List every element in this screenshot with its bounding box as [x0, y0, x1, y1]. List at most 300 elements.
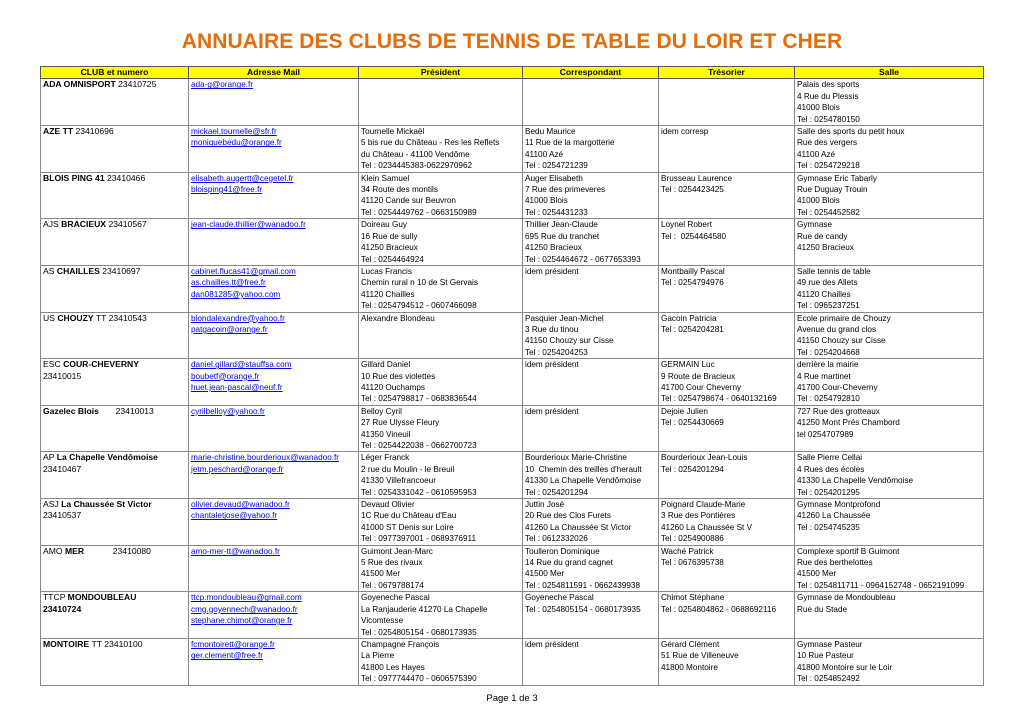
email-link[interactable]: huet.jean-pascal@neuf.fr — [191, 382, 283, 392]
club-name-cell — [41, 126, 189, 173]
salle-line: 41250 Bracieux — [797, 243, 854, 253]
correspondant-line: 20 Rue des Clos Furets — [525, 511, 612, 521]
email-cell — [189, 638, 359, 685]
correspondant-cell — [523, 359, 659, 406]
salle-line: derrière la mairie — [797, 360, 859, 370]
club-name-cell — [41, 405, 189, 452]
salle-line: Salle des sports du petit houx — [797, 127, 905, 137]
email-link[interactable]: amo-mer-tt@wanadoo.fr — [191, 546, 280, 556]
club-name-part: MER — [64, 545, 85, 556]
president-line: 10 Rue des violettes — [361, 371, 436, 381]
president-line: Devaud Olivier — [361, 500, 415, 510]
table-row — [41, 79, 984, 126]
salle-line: 41250 Mont Prés Chambord — [797, 418, 900, 428]
clubs-table — [40, 66, 984, 686]
salle-line: Rue Duguay Trouin — [797, 185, 868, 195]
club-name-part: ESC — [43, 359, 64, 370]
correspondant-line: idem président — [525, 639, 579, 649]
correspondant-line: Tel : 0254201294 — [525, 487, 588, 497]
email-link[interactable]: elisabeth.augertt@cegetel.fr — [191, 173, 294, 183]
email-link[interactable]: stephane.chimot@orange.fr — [191, 616, 293, 626]
club-name-part: CHAILLES — [56, 265, 103, 276]
club-name-cell — [41, 265, 189, 312]
salle-line: Avenue du grand clos — [797, 324, 877, 334]
email-link[interactable]: ttcp.mondoubleau@gmail.com — [191, 593, 302, 603]
president-cell — [359, 499, 523, 546]
president-line: Tel : 0254449762 - 0663150989 — [361, 207, 477, 217]
president-line: Tel : 0254805154 - 0680173935 — [361, 627, 477, 637]
salle-line: Rue des berthelottes — [797, 558, 873, 568]
tresorier-line: Montbailly Pascal — [661, 266, 725, 276]
salle-line: Rue de candy — [797, 231, 848, 241]
club-name-part: 23410466 — [107, 172, 146, 183]
column-header-email: Adresse Mail — [189, 67, 359, 79]
table-row — [41, 219, 984, 266]
salle-line: Palais des sports — [797, 80, 860, 90]
email-cell — [189, 265, 359, 312]
tresorier-line: Loynel Robert — [661, 220, 712, 230]
club-name-part: Gazelec Blois — [43, 405, 99, 416]
salle-cell — [795, 545, 984, 592]
correspondant-line: Auger Elisabeth — [525, 173, 583, 183]
correspondant-line: 41330 La Chapelle Vendômoise — [525, 476, 642, 486]
correspondant-cell — [523, 545, 659, 592]
salle-line: Salle Pierre Cellai — [797, 453, 863, 463]
salle-line: 41000 Blois — [797, 196, 840, 206]
tresorier-line: 3 Rue des Pontières — [661, 511, 736, 521]
club-name-cell — [41, 592, 189, 639]
tresorier-line: Tel : 0254204281 — [661, 324, 724, 334]
email-link[interactable]: mickael.tournelle@sfr.fr — [191, 127, 277, 137]
email-link[interactable]: moniquebedu@orange.fr — [191, 138, 282, 148]
correspondant-line: 41250 Bracieux — [525, 243, 582, 253]
club-name-cell — [41, 638, 189, 685]
tresorier-cell — [659, 359, 795, 406]
table-row — [41, 452, 984, 499]
correspondant-line: 41150 Chouzy sur Cisse — [525, 336, 614, 346]
email-link[interactable]: jetm.peschard@orange.fr — [191, 464, 284, 474]
correspondant-line: Toulleron Dominique — [525, 546, 600, 556]
president-line: Klein Samuel — [361, 173, 410, 183]
tresorier-line: 41800 Montoire — [661, 662, 718, 672]
salle-line: 41000 Blois — [797, 103, 840, 113]
salle-line: Gymnase de Mondoubleau — [797, 593, 896, 603]
salle-line: Tel : 0254204668 — [797, 347, 860, 357]
email-link[interactable]: ger.clement@free.fr — [191, 651, 264, 661]
club-name-part: ADA OMNISPORT — [43, 79, 119, 90]
club-name-part: COUR-CHEVERNY — [63, 359, 139, 370]
club-name-part: 23410567 — [108, 219, 147, 230]
club-name-part: AS — [43, 265, 57, 276]
correspondant-line: Juttin José — [525, 500, 565, 510]
salle-line: Tel : 0254201295 — [797, 487, 860, 497]
tresorier-line: Tel : 0254430669 — [661, 418, 724, 428]
president-line: Alexandre Blondeau — [361, 313, 435, 323]
column-header-president: Président — [359, 67, 523, 79]
salle-line: Tel : 0965237251 — [797, 301, 860, 311]
president-line: 5 Rue des rivaux — [361, 558, 423, 568]
president-line: La Ranjauderie 41270 La Chapelle — [361, 604, 488, 614]
correspondant-line: idem président — [525, 406, 579, 416]
club-name-part: 23410725 — [118, 79, 157, 90]
correspondant-cell — [523, 79, 659, 126]
email-link[interactable]: ada-g@orange.fr — [191, 80, 254, 90]
email-link[interactable]: cabinet.flucas41@gmail.com — [191, 266, 296, 276]
president-line: 16 Rue de sully — [361, 231, 418, 241]
email-cell — [189, 545, 359, 592]
club-name-part: 23410013 — [98, 405, 154, 416]
tresorier-cell — [659, 499, 795, 546]
tresorier-line: Poignard Claude-Marie — [661, 500, 746, 510]
president-cell — [359, 545, 523, 592]
column-header-correspondant: Correspondant — [523, 67, 659, 79]
club-name-cell — [41, 545, 189, 592]
email-link[interactable]: cmg.goyennech@wanadoo.fr — [191, 604, 298, 614]
correspondant-cell — [523, 452, 659, 499]
club-name-part: 23410697 — [102, 265, 141, 276]
salle-cell — [795, 312, 984, 359]
email-cell — [189, 359, 359, 406]
salle-cell — [795, 405, 984, 452]
correspondant-line: 7 Rue des primeveres — [525, 185, 606, 195]
salle-line: 4 Rue du Plessis — [797, 91, 859, 101]
correspondant-line: idem président — [525, 360, 579, 370]
president-line: Tournelle Mickaël — [361, 127, 425, 137]
president-line: Tel : 0977744470 - 0606575390 — [361, 674, 477, 684]
president-line: Tel : 0254798817 - 0683836544 — [361, 394, 477, 404]
email-link[interactable]: daniel.gillard@stauffsa.com — [191, 360, 292, 370]
correspondant-line: Tel : 0612332026 — [525, 534, 588, 544]
salle-line: 41800 Montoire sur le Loir — [797, 662, 893, 672]
correspondant-line: idem président — [525, 266, 579, 276]
correspondant-line: Pasquier Jean-Michel — [525, 313, 604, 323]
email-link[interactable]: as.chailles.tt@free.fr — [191, 278, 266, 288]
tresorier-cell — [659, 638, 795, 685]
salle-line: 41150 Chouzy sur Cisse — [797, 336, 886, 346]
club-name-part: La Chaussée St Victor — [61, 499, 152, 510]
column-header-salle: Salle — [795, 67, 984, 79]
president-line: 41000 ST Denis sur Loire — [361, 522, 454, 532]
email-cell — [189, 79, 359, 126]
president-line: Tel : 0254422038 - 0662700723 — [361, 441, 477, 450]
club-name-part: MONDOUBLEAU — [67, 592, 137, 603]
correspondant-line: 10 Chemin des treilles d'herault — [525, 464, 642, 474]
club-name-part: AJS — [43, 219, 62, 230]
salle-line: Salle tennis de table — [797, 266, 871, 276]
club-name-part: 23410467 — [43, 463, 82, 474]
table-row — [41, 359, 984, 406]
president-line: 41120 Chailles — [361, 289, 415, 299]
salle-line: Tel : 0254452582 — [797, 207, 860, 217]
salle-line: 4 Rues des écoles — [797, 464, 865, 474]
salle-line: 41100 Azé — [797, 149, 836, 159]
salle-cell — [795, 359, 984, 406]
tresorier-line: Bourderioux Jean-Louis — [661, 453, 748, 463]
president-line: Gillard Daniel — [361, 360, 411, 370]
tresorier-cell — [659, 452, 795, 499]
email-link[interactable]: cyrilbelloy@yahoo.fr — [191, 406, 265, 416]
salle-cell — [795, 79, 984, 126]
president-line: 41800 Les Hayes — [361, 662, 425, 672]
email-link[interactable]: olivier.devaud@wanadoo.fr — [191, 500, 290, 510]
tresorier-line: Tel : 0254804862 - 0688692116 — [661, 604, 777, 614]
club-name-part: AP — [43, 452, 57, 463]
salle-line: Ecole primaire de Chouzy — [797, 313, 891, 323]
tresorier-line: Waché Patrick — [661, 546, 714, 556]
correspondant-line: Tel : 0254811591 - 0662439938 — [525, 580, 641, 590]
correspondant-cell — [523, 172, 659, 219]
club-name-cell — [41, 452, 189, 499]
correspondant-cell — [523, 219, 659, 266]
email-link[interactable]: blondalexandre@yahoo.fr — [191, 313, 285, 323]
tresorier-line: Dejoie Julien — [661, 406, 708, 416]
club-name-part: MONTOIRE — [43, 638, 92, 649]
email-link[interactable]: bloisping41@free.fr — [191, 185, 263, 195]
tresorier-cell — [659, 126, 795, 173]
club-name-part: 23410724 — [43, 603, 82, 614]
tresorier-line: Chimot Stéphane — [661, 593, 725, 603]
tresorier-cell — [659, 219, 795, 266]
email-link[interactable]: marie-christine.bourderioux@wanadoo.fr — [191, 453, 340, 463]
email-link[interactable]: chantaletjose@yahoo.fr — [191, 511, 278, 521]
table-row — [41, 312, 984, 359]
salle-cell — [795, 219, 984, 266]
table-row — [41, 499, 984, 546]
president-cell — [359, 405, 523, 452]
tresorier-line: Gacoin Patricia — [661, 313, 717, 323]
correspondant-line: 41500 Mer — [525, 569, 565, 579]
club-name-part: BLOIS PING 41 — [43, 172, 107, 183]
president-line: Tel : 0977397001 - 0689376911 — [361, 534, 477, 544]
salle-line: Tel : 0254792810 — [797, 394, 860, 404]
correspondant-line: Bourderioux Marie-Christine — [525, 453, 627, 463]
club-name-cell — [41, 312, 189, 359]
president-line: Tel : 0254464924 — [361, 254, 424, 264]
email-cell — [189, 126, 359, 173]
president-cell — [359, 265, 523, 312]
correspondant-cell — [523, 126, 659, 173]
table-row — [41, 172, 984, 219]
salle-line: 727 Rue des grotteaux — [797, 406, 880, 416]
club-name-part: BRACIEUX — [61, 219, 109, 230]
tresorier-line: GERMAIN Luc — [661, 360, 715, 370]
tresorier-line: Tel : 0254900886 — [661, 534, 724, 544]
president-line: Doireau Guy — [361, 220, 407, 230]
correspondant-line: 695 Rue du tranchet — [525, 231, 600, 241]
president-line: 27 Rue Ulysse Fleury — [361, 418, 440, 428]
email-cell — [189, 592, 359, 639]
salle-line: 41700 Cour-Cheverny — [797, 382, 878, 392]
correspondant-line: Tel : 0254464672 - 0677653393 — [525, 254, 641, 264]
president-line: Vicomtesse — [361, 616, 404, 626]
club-name-part: ASJ — [43, 499, 62, 510]
tresorier-line: Tel : 0254794976 — [661, 278, 724, 288]
tresorier-line: Tel : 0676395738 — [661, 558, 724, 568]
tresorier-line: Tel : 0254201294 — [661, 464, 724, 474]
club-name-cell — [41, 219, 189, 266]
club-name-cell — [41, 499, 189, 546]
president-line: Chemin rural n 10 de St Gervais — [361, 278, 478, 288]
president-line: 34 Route des montils — [361, 185, 438, 195]
salle-line: Complexe sportif B Guimont — [797, 546, 900, 556]
salle-cell — [795, 499, 984, 546]
table-header-row — [41, 67, 984, 79]
salle-line: 4 Rue martinet — [797, 371, 851, 381]
email-link[interactable]: dan081285@yahoo.com — [191, 289, 281, 299]
president-line: 41120 Ouchamps — [361, 382, 426, 392]
president-line: Léger Franck — [361, 453, 410, 463]
club-name-cell — [41, 359, 189, 406]
salle-line: Tel : 0254729218 — [797, 161, 860, 171]
president-cell — [359, 592, 523, 639]
correspondant-line: 11 Rue de la margotterie — [525, 138, 615, 148]
correspondant-cell — [523, 312, 659, 359]
correspondant-line: 41000 Blois — [525, 196, 568, 206]
tresorier-cell — [659, 545, 795, 592]
correspondant-line: Tel : 0254431233 — [525, 207, 588, 217]
table-row — [41, 265, 984, 312]
tresorier-cell — [659, 592, 795, 639]
salle-line: Tel : 0254745235 — [797, 522, 860, 532]
correspondant-line: 41260 La Chaussée St Victor — [525, 522, 632, 532]
president-line: 41500 Mer — [361, 569, 401, 579]
tresorier-line: Tel : 0254423425 — [661, 185, 724, 195]
table-row — [41, 126, 984, 173]
salle-line: Gymnase Eric Tabarly — [797, 173, 877, 183]
email-cell — [189, 452, 359, 499]
president-cell — [359, 359, 523, 406]
correspondant-cell — [523, 638, 659, 685]
president-line: du Château - 41100 Vendôme — [361, 149, 470, 159]
correspondant-line: Bedu Maurice — [525, 127, 576, 137]
table-row — [41, 592, 984, 639]
president-line: Tel : 0234445383-0622970962 — [361, 161, 473, 171]
president-line: Tel : 0679788174 — [361, 580, 424, 590]
club-name-part: TT 23410100 — [91, 638, 143, 649]
salle-line: Tel : 0254780150 — [797, 114, 860, 124]
president-line: Goyeneche Pascal — [361, 593, 430, 603]
tresorier-line: Tel : 0254798674 - 0640132169 — [661, 394, 777, 404]
tresorier-line: 9 Route de Bracieux — [661, 371, 736, 381]
president-line: Champagne François — [361, 639, 440, 649]
page-footer: Page 1 de 3 — [486, 693, 538, 704]
tresorier-line: idem corresp — [661, 127, 709, 137]
tresorier-line: Gérard Clément — [661, 639, 720, 649]
salle-line: Rue des vergers — [797, 138, 858, 148]
salle-line: Tel : 0254811711 - 0964152748 - 0652191099 — [797, 580, 965, 590]
salle-line: Tel : 0254852492 — [797, 674, 860, 684]
club-name-part: CHOUZY — [57, 312, 96, 323]
club-name-part: La Chapelle Vendômoise — [56, 452, 158, 463]
correspondant-line: Tel : 0254805154 - 0680173935 — [525, 604, 641, 614]
correspondant-cell — [523, 592, 659, 639]
president-line: 41350 Vineuil — [361, 429, 411, 439]
tresorier-line: Brusseau Laurence — [661, 173, 733, 183]
correspondant-line: 41100 Azé — [525, 149, 564, 159]
email-cell — [189, 219, 359, 266]
salle-cell — [795, 172, 984, 219]
table-row — [41, 405, 984, 452]
president-line: 41330 Villefrancoeur — [361, 476, 436, 486]
correspondant-line: Thillier Jean-Claude — [525, 220, 598, 230]
president-cell — [359, 172, 523, 219]
salle-cell — [795, 265, 984, 312]
email-link[interactable]: boubetf@orange.fr — [191, 371, 260, 381]
tresorier-line: Tel : 0254464580 — [661, 231, 727, 241]
club-name-cell — [41, 172, 189, 219]
salle-line: 10 Rue Pasteur — [797, 651, 854, 661]
salle-line: 41500 Mer — [797, 569, 837, 579]
correspondant-line: 3 Rue du tinou — [525, 324, 579, 334]
salle-line: 49 rue des Allets — [797, 278, 858, 288]
column-header-tresorier: Trésorier — [659, 67, 795, 79]
president-line: 41120 Cande sur Beuvron — [361, 196, 456, 206]
tresorier-cell — [659, 312, 795, 359]
president-line: Tel : 0254794512 - 0607466098 — [361, 301, 477, 311]
correspondant-line: Goyeneche Pascal — [525, 593, 594, 603]
column-header-club: CLUB et numero — [41, 67, 189, 79]
club-name-part: 23410080 — [84, 545, 151, 556]
correspondant-line: 14 Rue du grand cagnet — [525, 558, 613, 568]
club-name-cell — [41, 79, 189, 126]
salle-line: Gymnase Montprofond — [797, 500, 881, 510]
club-name-part: 23410015 — [43, 370, 82, 381]
tresorier-line: 51 Rue de Villeneuve — [661, 651, 739, 661]
table-row — [41, 638, 984, 685]
salle-line: Gymnase — [797, 220, 833, 230]
president-line: La Pierre — [361, 651, 395, 661]
president-line: Tel : 0254331042 - 0610595953 — [361, 487, 477, 497]
salle-line: Gymnase Pasteur — [797, 639, 863, 649]
president-line: 1C Rue du Château d'Eau — [361, 511, 457, 521]
tresorier-cell — [659, 172, 795, 219]
tresorier-line: 41700 Cour Cheverny — [661, 382, 742, 392]
salle-line: tel 0254707989 — [797, 429, 854, 439]
club-rows — [41, 79, 984, 685]
salle-line: 41330 La Chapelle Vendômoise — [797, 476, 914, 486]
correspondant-cell — [523, 265, 659, 312]
club-name-part: TTCP — [43, 592, 68, 603]
correspondant-line: Tel : 0254721239 — [525, 161, 588, 171]
president-line: 41250 Bracieux — [361, 243, 418, 253]
tresorier-line: 41260 La Chaussée St V — [661, 522, 753, 532]
club-name-part: TT 23410543 — [95, 312, 147, 323]
correspondant-cell — [523, 499, 659, 546]
president-cell — [359, 79, 523, 126]
president-cell — [359, 638, 523, 685]
email-link[interactable]: fcmontoirett@orange.fr — [191, 639, 275, 649]
email-cell — [189, 312, 359, 359]
president-line: Lucas Francis — [361, 266, 412, 276]
correspondant-cell — [523, 405, 659, 452]
president-line: 2 rue du Moulin - le Breuil — [361, 464, 455, 474]
tresorier-cell — [659, 265, 795, 312]
president-line: Belloy Cyril — [361, 406, 402, 416]
document-title: ANNUAIRE DES CLUBS DE TENNIS DE TABLE DU LOIR ET CHER — [181, 30, 843, 53]
salle-cell — [795, 452, 984, 499]
email-link[interactable]: jean-claude.thillier@wanadoo.fr — [191, 220, 306, 230]
email-link[interactable]: patgacoin@orange.fr — [191, 324, 268, 334]
email-cell — [189, 405, 359, 452]
email-cell — [189, 172, 359, 219]
salle-line: 41120 Chailles — [797, 289, 851, 299]
president-line: 5 bis rue du Château - Res les Reflets — [361, 138, 500, 148]
salle-cell — [795, 638, 984, 685]
president-cell — [359, 452, 523, 499]
president-cell — [359, 312, 523, 359]
salle-line: 41260 La Chaussée — [797, 511, 871, 521]
correspondant-line: Tel : 0254204253 — [525, 347, 588, 357]
